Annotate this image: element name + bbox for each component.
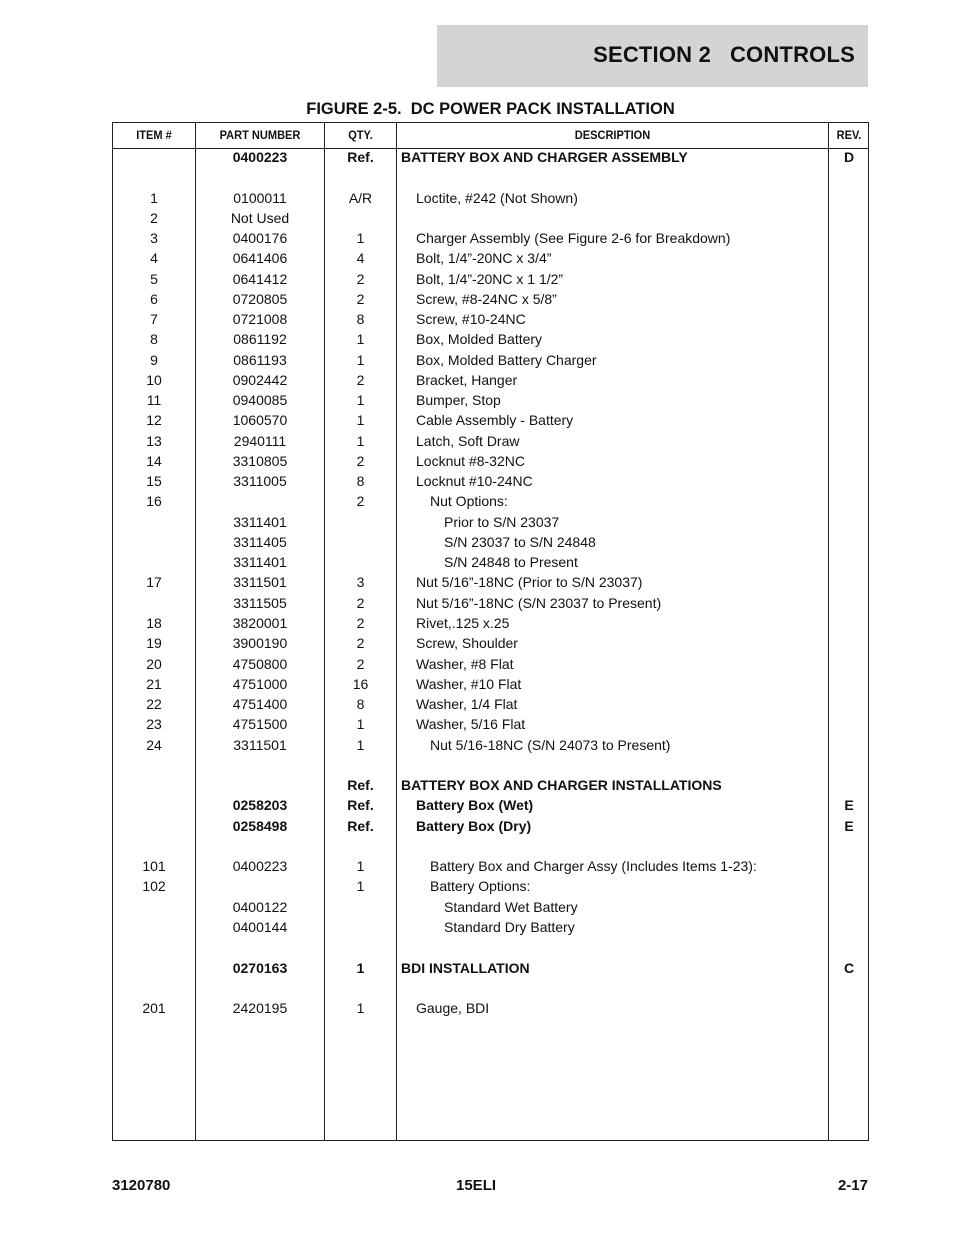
column-header-description: DESCRIPTION	[574, 128, 651, 142]
quantity: Ref.	[347, 818, 374, 834]
description: Nut 5/16-18NC (S/N 24073 to Present)	[430, 737, 671, 753]
table-row	[113, 958, 868, 978]
description: Washer, #8 Flat	[416, 656, 514, 672]
description: Washer, #10 Flat	[416, 676, 522, 692]
item-number: 19	[146, 635, 162, 651]
quantity: 1	[356, 230, 365, 246]
part-number: 0720805	[232, 291, 288, 307]
quantity: 2	[356, 453, 365, 469]
description: S/N 24848 to Present	[444, 554, 578, 570]
description: Battery Options:	[430, 878, 531, 894]
part-number: 0902442	[232, 372, 288, 388]
description: Battery Box (Dry)	[416, 818, 532, 834]
item-number: 102	[142, 878, 166, 894]
quantity: 1	[356, 737, 365, 753]
table-row	[113, 735, 868, 755]
revision: E	[844, 818, 854, 834]
description: Rivet,.125 x.25	[416, 615, 510, 631]
part-number: 2940111	[233, 433, 287, 449]
table-row	[113, 512, 868, 532]
revision: E	[844, 797, 854, 813]
item-number: 24	[146, 737, 162, 753]
part-number: 3820001	[232, 615, 288, 631]
part-number: 0641406	[232, 250, 288, 266]
quantity: 8	[356, 696, 365, 712]
table-row	[113, 451, 868, 471]
description: Locknut #8-32NC	[416, 453, 525, 469]
item-number: 2	[150, 210, 158, 226]
item-number: 13	[146, 433, 162, 449]
description: Screw, Shoulder	[416, 635, 518, 651]
item-number: 18	[146, 615, 162, 631]
table-row	[113, 593, 868, 613]
item-number: 20	[146, 656, 162, 672]
part-number: 2420195	[232, 1000, 288, 1016]
table-row	[113, 471, 868, 491]
part-number: 4751000	[232, 676, 288, 692]
table-row	[113, 410, 868, 430]
table-row	[113, 674, 868, 694]
quantity: 2	[356, 372, 365, 388]
table-row	[113, 816, 868, 836]
part-number: 3311501	[233, 737, 287, 753]
description: Charger Assembly (See Figure 2-6 for Breakdown)	[416, 230, 731, 246]
footer-model: 15ELI	[456, 1177, 497, 1194]
item-number: 12	[146, 412, 162, 428]
item-number: 22	[146, 696, 162, 712]
footer-page-number: 2-17	[837, 1177, 868, 1194]
table-row	[113, 350, 868, 370]
part-number: 4750800	[232, 656, 288, 672]
quantity: 2	[356, 635, 365, 651]
table-row	[113, 775, 868, 795]
table-row	[113, 329, 868, 349]
part-number: 3311501	[233, 574, 287, 590]
table-row	[113, 370, 868, 390]
part-number: 4751400	[232, 696, 288, 712]
item-number: 16	[146, 493, 162, 509]
part-number: 0641412	[232, 271, 288, 287]
table-row	[113, 390, 868, 410]
description: Bracket, Hanger	[416, 372, 518, 388]
table-row	[113, 633, 868, 653]
parts-table	[112, 122, 869, 1141]
description: Screw, #8-24NC x 5/8”	[416, 291, 557, 307]
part-number: 0861193	[233, 352, 287, 368]
quantity: 2	[356, 271, 365, 287]
quantity: Ref.	[347, 797, 374, 813]
description: Gauge, BDI	[416, 1000, 490, 1016]
item-number: 6	[150, 291, 158, 307]
quantity: 8	[356, 473, 365, 489]
part-number: 3311505	[233, 595, 287, 611]
item-number: 23	[146, 716, 162, 732]
quantity: A/R	[348, 190, 373, 206]
quantity: 1	[356, 878, 365, 894]
item-number: 21	[146, 676, 162, 692]
description: Nut 5/16”-18NC (S/N 23037 to Present)	[416, 595, 662, 611]
footer-doc-number: 3120780	[112, 1177, 171, 1194]
description: BATTERY BOX AND CHARGER ASSEMBLY	[401, 149, 688, 165]
table-row	[113, 552, 868, 572]
description: BATTERY BOX AND CHARGER INSTALLATIONS	[401, 777, 722, 793]
description: S/N 23037 to S/N 24848	[444, 534, 596, 550]
item-number: 15	[146, 473, 162, 489]
part-number: 3311401	[233, 514, 287, 530]
table-row	[113, 795, 868, 815]
table-row	[113, 532, 868, 552]
part-number: 0400144	[232, 919, 288, 935]
table-row	[113, 309, 868, 329]
part-number: 3311405	[233, 534, 287, 550]
item-number: 201	[142, 1000, 166, 1016]
quantity: 1	[356, 392, 365, 408]
quantity: 2	[356, 595, 365, 611]
item-number: 1	[150, 190, 158, 206]
description: Loctite, #242 (Not Shown)	[416, 190, 578, 206]
item-number: 11	[146, 392, 162, 408]
quantity: 3	[356, 574, 365, 590]
quantity: 1	[356, 1000, 365, 1016]
table-row	[113, 897, 868, 917]
part-number: 3310805	[232, 453, 288, 469]
quantity: 2	[356, 493, 365, 509]
description: Screw, #10-24NC	[416, 311, 526, 327]
table-row	[113, 876, 868, 896]
table-row	[113, 572, 868, 592]
table-row	[113, 208, 868, 228]
item-number: 5	[150, 271, 158, 287]
quantity: 2	[356, 291, 365, 307]
revision: C	[843, 960, 855, 976]
column-header-item: ITEM #	[136, 128, 172, 142]
part-number: 0400223	[232, 858, 288, 874]
column-header-part-number: PART NUMBER	[219, 128, 301, 142]
section-header	[437, 25, 868, 87]
quantity: 1	[356, 716, 365, 732]
table-row	[113, 613, 868, 633]
item-number: 8	[150, 331, 158, 347]
item-number: 3	[150, 230, 158, 246]
description: Standard Wet Battery	[444, 899, 578, 915]
table-row	[113, 714, 868, 734]
item-number: 14	[146, 453, 162, 469]
description: Locknut #10-24NC	[416, 473, 533, 489]
part-number: Not Used	[230, 210, 290, 226]
column-header-qty: QTY.	[348, 128, 373, 142]
quantity: 1	[356, 960, 365, 976]
table-row	[113, 431, 868, 451]
part-number: 0270163	[232, 960, 288, 976]
part-number: 0861192	[233, 331, 287, 347]
quantity: 16	[352, 676, 369, 692]
description: Washer, 5/16 Flat	[416, 716, 526, 732]
quantity: 1	[356, 352, 365, 368]
item-number: 10	[146, 372, 162, 388]
description: Bolt, 1/4”-20NC x 1 1/2”	[416, 271, 564, 287]
quantity: 2	[356, 615, 365, 631]
part-number: 3900190	[232, 635, 288, 651]
part-number: 0258203	[232, 797, 288, 813]
table-row	[113, 289, 868, 309]
description: Latch, Soft Draw	[416, 433, 520, 449]
table-row	[113, 856, 868, 876]
description: Standard Dry Battery	[444, 919, 575, 935]
description: Battery Box and Charger Assy (Includes Items 1-23):	[430, 858, 757, 874]
description: Washer, 1/4 Flat	[416, 696, 518, 712]
part-number: 0400176	[232, 230, 288, 246]
figure-title: FIGURE 2-5. DC POWER PACK INSTALLATION	[306, 100, 675, 118]
description: Battery Box (Wet)	[416, 797, 534, 813]
description: Nut Options:	[430, 493, 508, 509]
part-number: 0940085	[232, 392, 288, 408]
table-row	[113, 654, 868, 674]
description: Nut 5/16”-18NC (Prior to S/N 23037)	[416, 574, 643, 590]
description: Cable Assembly - Battery	[416, 412, 574, 428]
description: Prior to S/N 23037	[444, 514, 560, 530]
item-number: 4	[150, 250, 158, 266]
description: Bumper, Stop	[416, 392, 501, 408]
part-number: 1060570	[232, 412, 288, 428]
table-row	[113, 188, 868, 208]
quantity: 1	[356, 412, 365, 428]
description: Box, Molded Battery Charger	[416, 352, 597, 368]
item-number: 9	[150, 352, 158, 368]
part-number: 3311005	[233, 473, 287, 489]
quantity: Ref.	[347, 149, 374, 165]
part-number: 0100011	[233, 190, 287, 206]
part-number: 0258498	[232, 818, 288, 834]
part-number: 0721008	[232, 311, 288, 327]
table-row	[113, 694, 868, 714]
table-row	[113, 917, 868, 937]
column-header-rev: REV.	[836, 128, 862, 142]
description: BDI INSTALLATION	[401, 960, 530, 976]
quantity: 1	[356, 331, 365, 347]
description: Box, Molded Battery	[416, 331, 543, 347]
item-number: 17	[146, 574, 162, 590]
part-number: 4751500	[232, 716, 288, 732]
revision: D	[843, 149, 855, 165]
part-number: 0400122	[232, 899, 288, 915]
table-row	[113, 491, 868, 511]
section-title: SECTION 2 CONTROLS	[593, 42, 855, 67]
table-row	[113, 269, 868, 289]
quantity: 2	[356, 656, 365, 672]
quantity: 1	[356, 433, 365, 449]
part-number: 3311401	[233, 554, 287, 570]
quantity: 1	[356, 858, 365, 874]
quantity: 8	[356, 311, 365, 327]
table-row	[113, 998, 868, 1018]
table-row	[113, 228, 868, 248]
item-number: 101	[142, 858, 166, 874]
table-row	[113, 248, 868, 268]
quantity: Ref.	[347, 777, 374, 793]
part-number: 0400223	[232, 149, 288, 165]
item-number: 7	[150, 311, 158, 327]
table-row	[113, 147, 868, 167]
quantity: 4	[356, 250, 365, 266]
description: Bolt, 1/4”-20NC x 3/4”	[416, 250, 552, 266]
